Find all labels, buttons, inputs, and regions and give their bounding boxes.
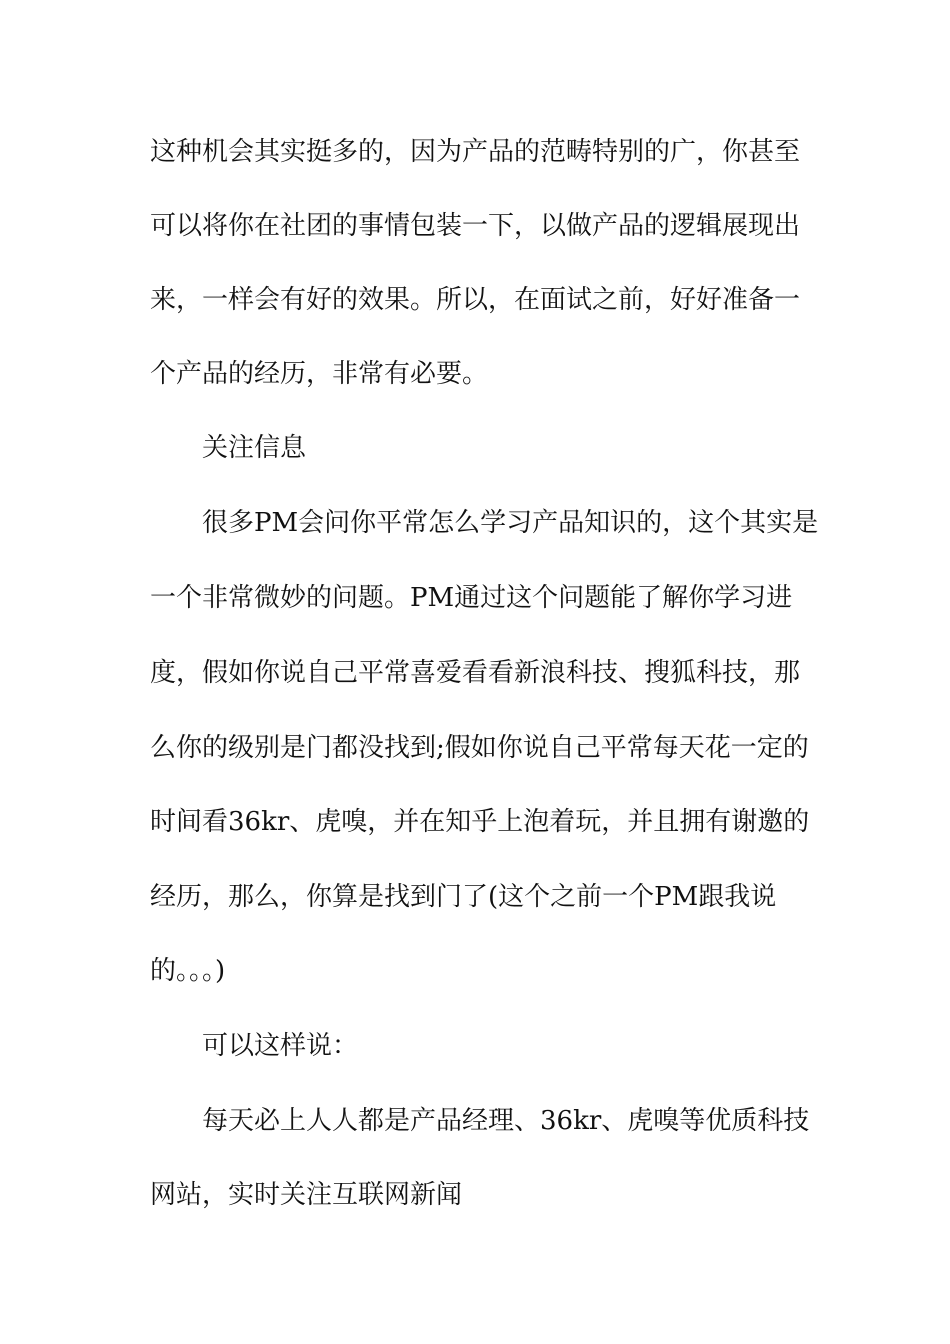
- paragraph-line: 每天必上人人都是产品经理、36kr、虎嗅等优质科技: [202, 1106, 810, 1136]
- paragraph-line: 个产品的经历，非常有必要。: [150, 359, 489, 389]
- paragraph-line: 可以将你在社团的事情包装一下，以做产品的逻辑展现出: [150, 211, 801, 241]
- paragraph-line: 度，假如你说自己平常喜爱看看新浪科技、搜狐科技，那: [150, 658, 801, 688]
- section-heading: 关注信息: [202, 433, 307, 463]
- paragraph-line: 可以这样说：: [202, 1031, 359, 1061]
- paragraph-line: 一个非常微妙的问题。PM通过这个问题能了解你学习进: [150, 583, 793, 613]
- paragraph-line: 的。。。): [150, 956, 226, 986]
- paragraph-line: 网站，实时关注互联网新闻: [150, 1180, 463, 1210]
- paragraph-line: 经历，那么，你算是找到门了(这个之前一个PM跟我说: [150, 882, 777, 912]
- paragraph-line: 这种机会其实挺多的，因为产品的范畴特别的广，你甚至: [150, 137, 801, 167]
- paragraph-line: 很多PM会问你平常怎么学习产品知识的，这个其实是: [202, 508, 819, 538]
- paragraph-line: 来，一样会有好的效果。所以，在面试之前，好好准备一: [150, 285, 801, 315]
- paragraph-line: 时间看36kr、虎嗅，并在知乎上泡着玩，并且拥有谢邀的: [150, 807, 810, 837]
- paragraph-line: 么你的级别是门都没找到;假如你说自己平常每天花一定的: [150, 733, 809, 763]
